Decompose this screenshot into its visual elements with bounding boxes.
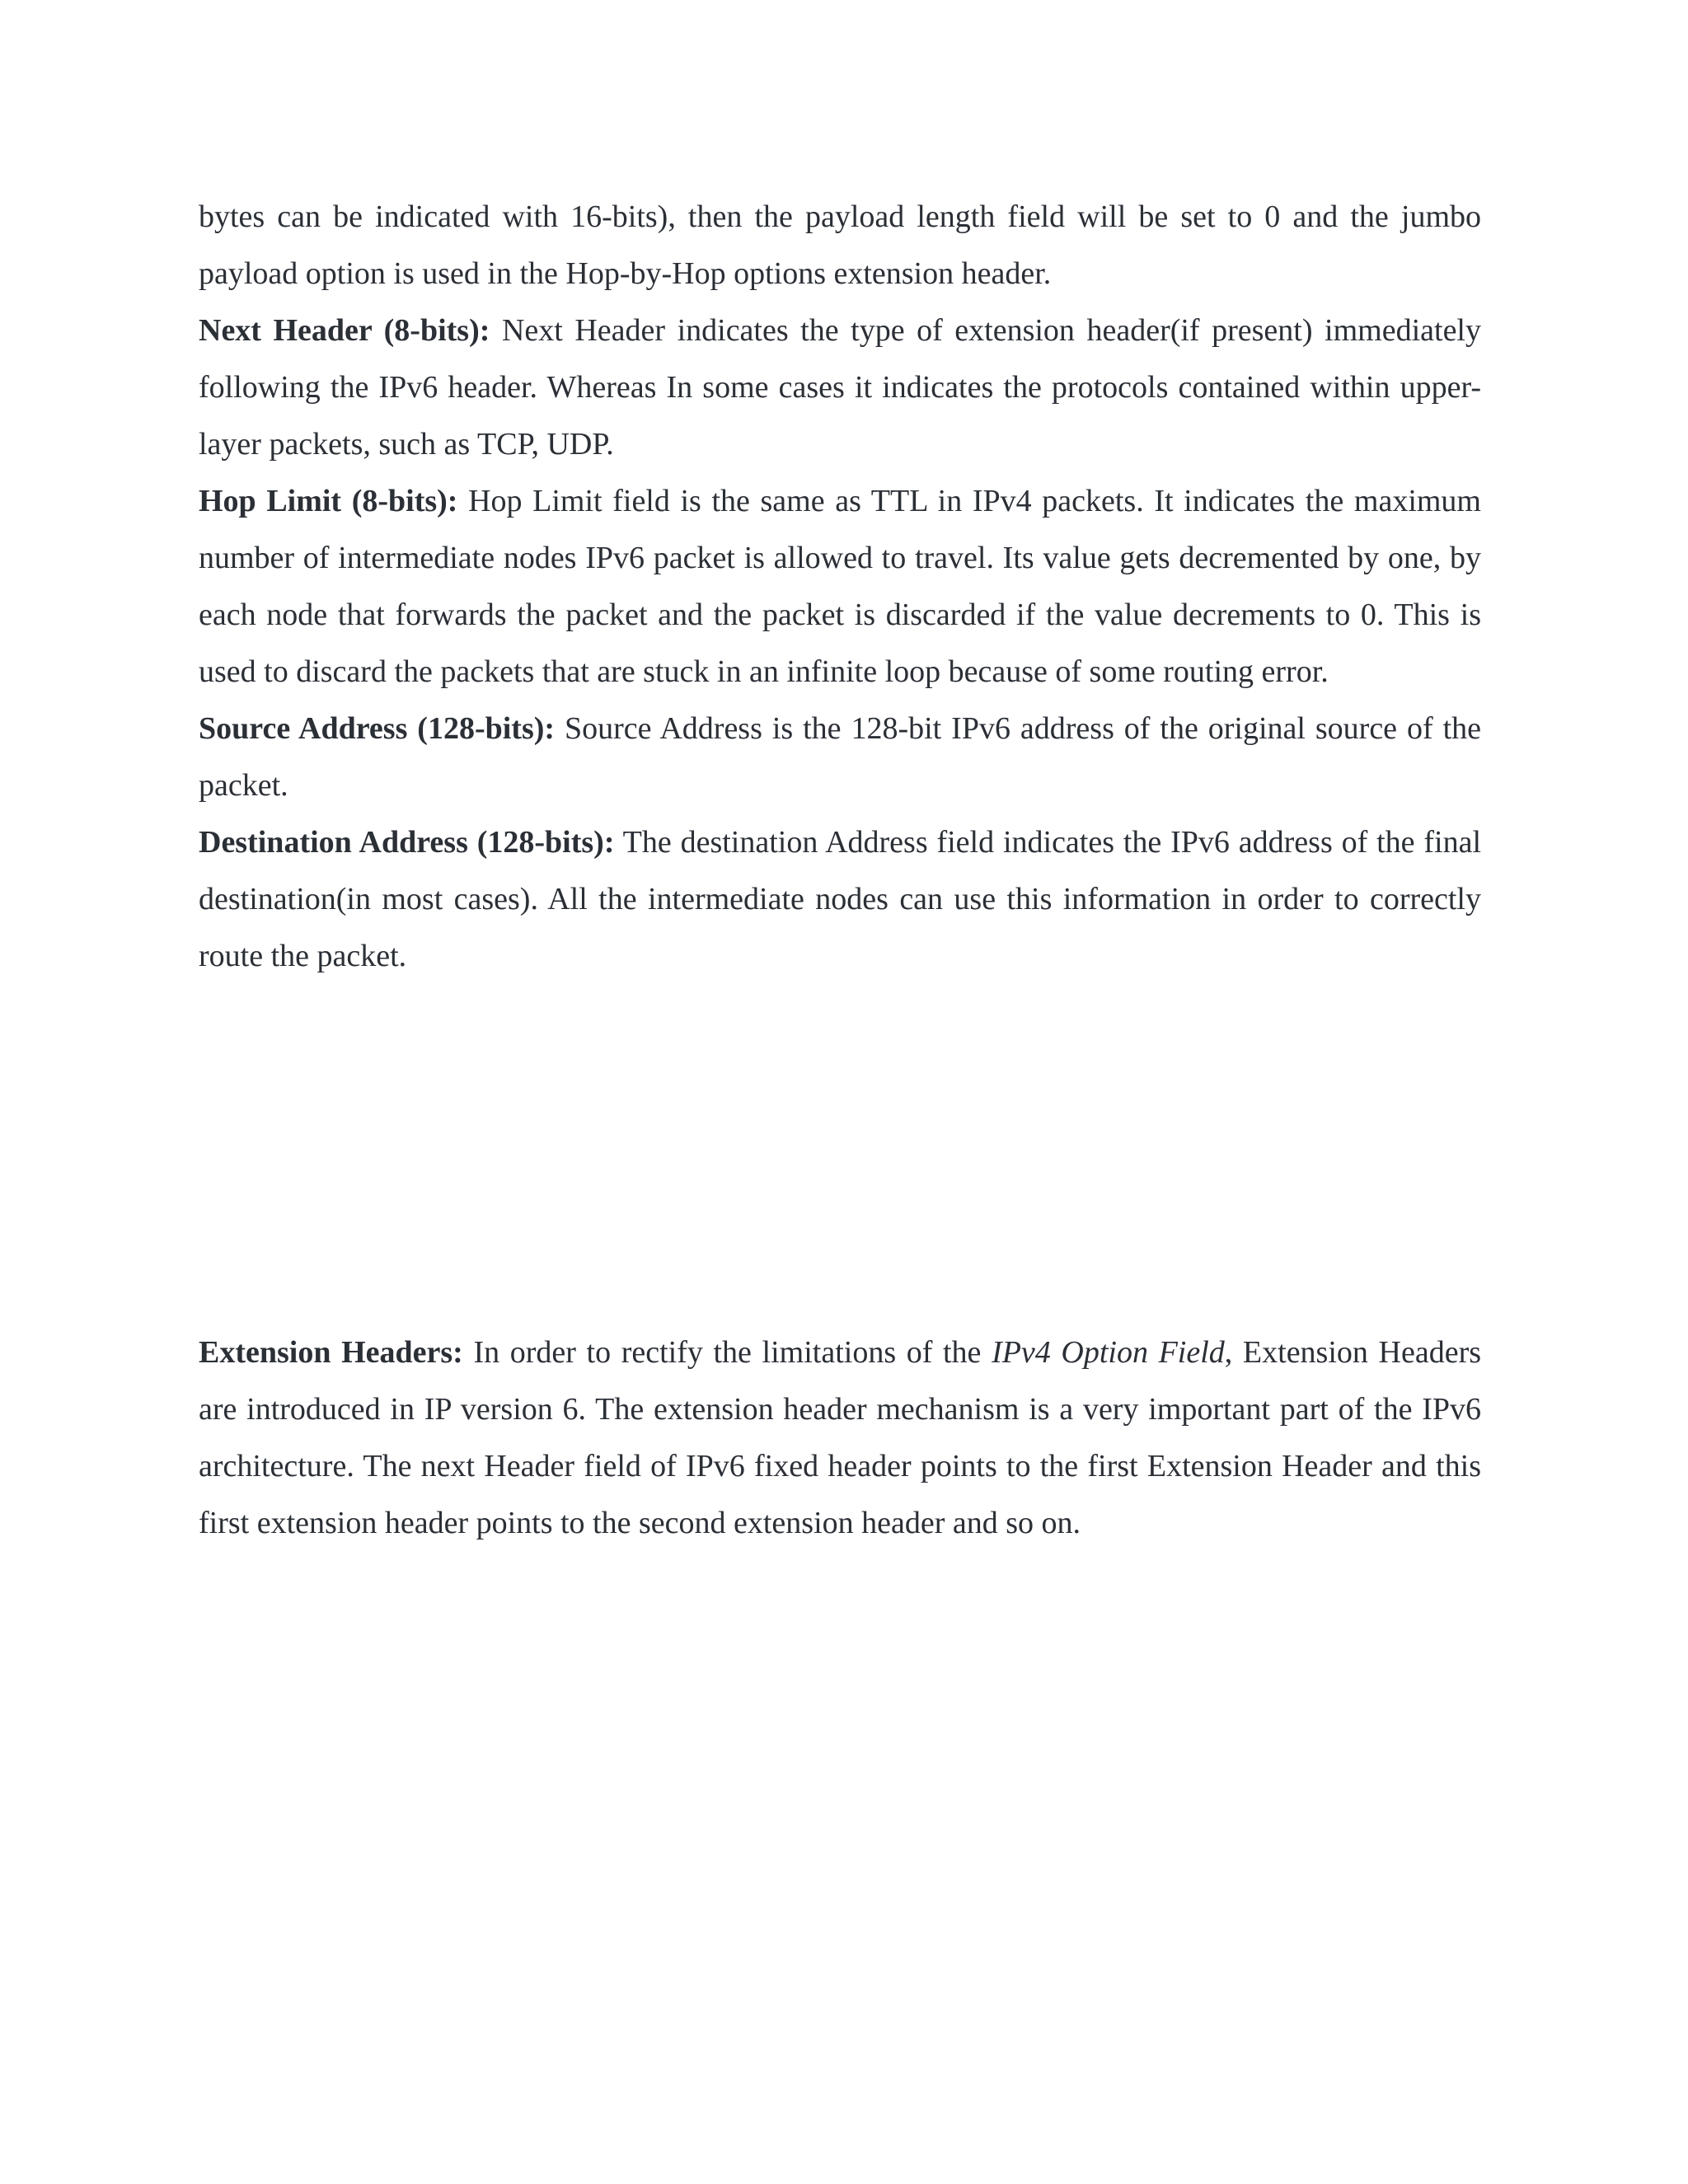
extension-headers-section	[199, 1324, 1481, 1552]
payload-continuation-text: bytes can be indicated with 16-bits), then the payload length field will be set to 0 and the jumbo payload option is used in the Hop-by-Hop options extension header.	[199, 199, 1481, 291]
extension-headers-term: Extension Headers:	[199, 1335, 463, 1370]
destination-address-term: Destination Address (128-bits):	[199, 825, 615, 860]
hop-limit-term: Hop Limit (8-bits):	[199, 484, 458, 518]
extension-headers-text-before: In order to rectify the limitations of the	[462, 1335, 992, 1370]
payload-length-continuation	[199, 189, 1481, 302]
destination-address-paragraph	[199, 814, 1481, 985]
hop-limit-paragraph	[199, 473, 1481, 701]
field-descriptions	[199, 189, 1481, 985]
ipv4-option-field-italic: IPv4 Option Field	[992, 1335, 1225, 1370]
source-address-paragraph	[199, 701, 1481, 814]
next-header-paragraph	[199, 302, 1481, 473]
destination-address-text: The destination Address field indicates the IPv6 address of the final destination(in most cases). All the intermediate nodes can use this information in order to correctly route the packet.	[199, 825, 1482, 973]
source-address-text: Source Address is the 128-bit IPv6 address of the original source of the packet.	[199, 711, 1481, 803]
next-header-text: Next Header indicates the type of extension header(if present) immediately following the IPv6 header. Whereas In some cases it indicates the protocols contained within upper-layer packets, such as TCP, UDP.	[199, 313, 1481, 462]
extension-headers-paragraph	[199, 1324, 1481, 1552]
extension-headers-text-after: , Extension Headers are introduced in IP version 6. The extension header mechanism is a very important part of the IPv6 architecture. The next Header field of IPv6 fixed header points to the first Extension Header and this first extension header points to the second extension header and so on.	[199, 1335, 1482, 1540]
next-header-term: Next Header (8-bits):	[199, 313, 490, 348]
hop-limit-text: Hop Limit field is the same as TTL in IPv4 packets. It indicates the maximum number of intermediate nodes IPv6 packet is allowed to travel. Its value gets decremented by one, by each node that forwards the packet and the packet is discarded if the value decrements to 0. This is used to discard the packets that are stuck in an infinite loop because of some routing error.	[199, 484, 1481, 689]
source-address-term: Source Address (128-bits):	[199, 711, 556, 746]
